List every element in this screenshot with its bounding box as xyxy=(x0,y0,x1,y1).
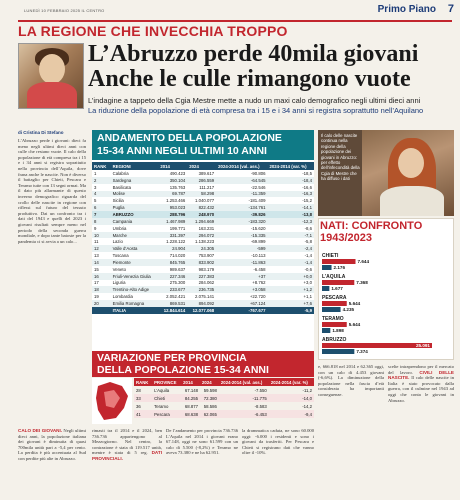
table-header-cell: 2024-2014 (var. %) xyxy=(269,378,314,386)
table-cell: -18,4 xyxy=(268,177,314,184)
table-cell: 227.346 xyxy=(158,273,187,280)
body-text: scelte intraprendono per il mercato del lavoro. xyxy=(388,364,454,375)
table-row xyxy=(92,300,314,307)
table-cell: 1.040.077 xyxy=(195,198,215,204)
table-row xyxy=(92,266,314,273)
table-row xyxy=(92,177,314,184)
dateline: LUNEDÌ 10 FEBBRAIO 2025 IL CENTRO xyxy=(24,8,105,13)
table2-title xyxy=(92,351,314,377)
table-cell: 163.231 xyxy=(198,225,215,231)
body-text: Il calo delle nascite in Italia è stato provocato dalla guerra, con il culmine nel 1943 ad oggi che conta le giovani in Abruzzo. xyxy=(388,375,454,403)
table-cell: 1.253.466 xyxy=(166,198,186,204)
kicker-text: LA REGIONE CHE INVECCHIA TROPPO xyxy=(18,23,288,39)
table-cell: ABRUZZO xyxy=(111,211,159,218)
table-cell: -15.620 xyxy=(250,225,266,231)
deck xyxy=(88,96,454,116)
table-cell: 833.902 xyxy=(187,259,216,266)
table-cell: Sicilia xyxy=(112,198,124,204)
table-cell: Basilicata xyxy=(112,184,131,190)
table-cell: 2.052.421 xyxy=(166,294,186,300)
table-cell: -16,6 xyxy=(302,184,312,190)
table-header-cell: PROVINCE xyxy=(152,378,181,386)
table-cell: -10.113 xyxy=(251,253,266,259)
table-cell: Pescara xyxy=(152,410,181,418)
table-cell: -64.545 xyxy=(216,177,267,184)
bar-1943 xyxy=(322,301,347,306)
table-cell: Friuli-Venezia Giulia xyxy=(111,273,159,280)
category-label: CHIETI xyxy=(322,253,339,259)
table-cell: 62.065 xyxy=(200,410,219,418)
table-cell: 199.771 xyxy=(169,225,186,231)
table-cell: -7.550 xyxy=(254,387,267,393)
byline: di Cristina Di Stefano xyxy=(18,130,64,135)
table2-title-line-1: VARIAZIONE PER PROVINCIA xyxy=(97,352,247,364)
table-row xyxy=(92,307,314,314)
table-cell: -14,0 xyxy=(269,394,314,402)
bar-1943 xyxy=(322,259,356,264)
body-column-b3: la drammatica caduta, ne sono 60.000 oggi: -6.000 i residenti e sono i giovani da trasferiti. Per Pescara e Chieti si registrano dati che vanno oltre il -10%. xyxy=(242,428,314,456)
table-cell: -15,2 xyxy=(302,198,312,204)
table-cell: -11.863 xyxy=(216,259,267,266)
table-row xyxy=(134,410,314,418)
table-cell: -14,1 xyxy=(268,204,314,211)
bar-2023 xyxy=(322,265,332,270)
table-cell: Calabria xyxy=(112,170,129,176)
data-label: 25.091 xyxy=(415,343,430,348)
body-text: Negli ultimi dieci anni, la popolazione italiana dei giovani è diminuita di quasi 700mila unità pari a -5,4 per cento. La perdita è più accentuata al Sud con perdite più alte in Abruzzo. xyxy=(18,428,86,461)
portrait-photo xyxy=(318,130,454,216)
data-label: 5.644 xyxy=(348,322,361,327)
table-cell: -11.359 xyxy=(216,191,267,198)
table-header-cell: 2024-2014 (val. ass.) xyxy=(216,162,267,170)
table-cell: -90.806 xyxy=(250,170,266,176)
table-cell: 1 xyxy=(94,170,97,176)
table-cell: 983.179 xyxy=(198,266,215,272)
table-cell: 135.763 xyxy=(169,184,186,190)
data-label: 7.374 xyxy=(356,349,368,354)
table-cell: -5,8 xyxy=(304,239,312,245)
headline-line-2: Anche le culle rimangono vuote xyxy=(88,66,411,92)
table-cell: ITALIA xyxy=(111,307,159,314)
table-cell: 7 xyxy=(92,211,111,218)
table-cell: 111.217 xyxy=(199,184,215,190)
table-cell: -183.320 xyxy=(216,218,267,225)
table-cell: -767.677 xyxy=(216,307,267,314)
table-cell: Puglia xyxy=(111,204,159,211)
body-column-left-2 xyxy=(18,428,86,492)
table-cell: -1,4 xyxy=(268,259,314,266)
table-cell: 284.062 xyxy=(198,280,215,286)
table-row xyxy=(92,259,314,266)
table-cell: 294.072 xyxy=(187,232,216,239)
headline xyxy=(88,42,454,92)
table-cell: 331.397 xyxy=(158,232,187,239)
table-cell: 275.300 xyxy=(169,280,186,286)
table-cell: 59.598 xyxy=(203,387,217,393)
table-cell: 36 xyxy=(136,403,141,409)
category-label: L’AQUILA xyxy=(322,274,346,280)
table-cell: -8,6 xyxy=(304,225,312,231)
table-header-cell: 2014 xyxy=(158,162,187,170)
table-cell: -181.409 xyxy=(248,198,266,204)
table-row xyxy=(134,394,314,402)
table-cell: Piemonte xyxy=(111,259,159,266)
table-cell: 845.765 xyxy=(158,259,187,266)
table-header-cell: 2024-2014 (val. ass.) xyxy=(219,378,269,386)
table-cell: Veneto xyxy=(112,266,126,272)
births-bar-chart xyxy=(318,246,454,358)
table-cell: -39.826 xyxy=(216,211,267,218)
bar-1943 xyxy=(322,280,354,285)
table-cell: +3.058 xyxy=(216,286,267,293)
category-label: TERAMO xyxy=(322,316,344,322)
body-column-left: L’Abruzzo perde i giovani: dieci fa meno negli ultimi dieci anni con culle che restano vuote. Il calo della popolazione di età compresa tra i 15 e i 34 anni si registra soprattutto nella provincia dell’Aquila, dove frana anche le nascite. Non è diverso il battaglio per Chieti, Pescara e Teramo tutte con 13 segni ormai. Ma il dato più allarmante di questo inverno demografico riguarda del crollo delle nascite in regione con riflessi sul futuro del tessuto produttivo. Dai un confronto tra i dati del 1943 e quelli del 2023 i giovani risultati sempre meno nel periodo della seconda guerra mondiale, e dopo tante batoste per la pandemia ci si avvia a un calo... xyxy=(18,138,86,244)
table-row xyxy=(92,273,314,280)
table-cell: -22.546 xyxy=(250,184,266,190)
table-cell: 84.255 xyxy=(181,394,200,402)
table-regions xyxy=(92,162,314,314)
table-header-cell: 2014 xyxy=(181,378,200,386)
page-header xyxy=(14,4,454,18)
table-cell: 13 xyxy=(94,253,99,259)
table-cell: 490.423 xyxy=(169,170,186,176)
table-cell: 9 xyxy=(94,225,97,231)
table-cell: -1,4 xyxy=(304,253,312,259)
table-cell: -11.775 xyxy=(219,394,269,402)
table-cell: 288.796 xyxy=(158,211,187,218)
table-row xyxy=(92,170,314,177)
section-label: Primo Piano xyxy=(377,4,436,15)
table-cell: 2 xyxy=(92,177,111,184)
table-cell: 19 xyxy=(94,294,99,300)
table2-title-line-2: DELLA POPOLAZIONE 15-34 ANNI xyxy=(97,364,269,376)
table-cell: 248.970 xyxy=(187,211,216,218)
table-cell: +37 xyxy=(216,273,267,280)
table-cell: -12,3 xyxy=(268,218,314,225)
kicker-bar xyxy=(18,20,452,39)
table-cell: 12.077.068 xyxy=(187,307,216,314)
table-cell: 2.075.141 xyxy=(195,294,215,300)
table-row xyxy=(92,293,314,300)
table-cell: 68.638 xyxy=(181,410,200,418)
headline-line-1: L’Abruzzo perde 40mila giovani xyxy=(88,41,419,67)
body-column-r1: e, 666.818 nel 2014 e 62.365 oggi, con un calo di 4.453 giovani (-6,6%). La diminuzione della popolazione nella fascia d’età considerata ha importanti conseguenze. xyxy=(318,364,384,397)
headline-photo xyxy=(18,43,84,109)
table-row xyxy=(134,402,314,410)
table-header-cell: 2024 xyxy=(187,162,216,170)
table-cell: 822.432 xyxy=(187,204,216,211)
table-cell: 236.735 xyxy=(187,286,216,293)
table-row xyxy=(92,232,314,239)
bar-1943 xyxy=(322,322,347,327)
table-cell: +22.720 xyxy=(249,294,266,300)
bar-2023 xyxy=(322,328,330,333)
table-cell: +8.762 xyxy=(252,280,266,286)
table-cell: +3,0 xyxy=(303,280,312,286)
table-cell: Lazio xyxy=(112,239,123,245)
table-cell: 16 xyxy=(92,273,111,280)
table1-title xyxy=(92,130,314,160)
table-cell: 3 xyxy=(94,184,97,190)
table-cell: -2,4 xyxy=(268,245,314,252)
bar-2023 xyxy=(322,349,354,354)
table-cell: L’Aquila xyxy=(154,387,170,393)
table-cell: 28 xyxy=(136,387,141,393)
table-cell: 24.904 xyxy=(158,245,187,252)
abruzzo-map-icon xyxy=(92,378,132,424)
table-cell: Liguria xyxy=(112,280,126,286)
table-header-cell: 2024 xyxy=(200,378,219,386)
data-label: 2.176 xyxy=(333,265,346,270)
table-cell: 227.383 xyxy=(187,273,216,280)
table-cell: -7,1 xyxy=(268,232,314,239)
table-cell: -5,9 xyxy=(268,307,314,314)
table-cell: 58.586 xyxy=(203,403,217,409)
table-cell: -14,2 xyxy=(302,403,312,409)
table-cell: Molise xyxy=(111,191,159,198)
table-header-cell: RANK xyxy=(134,378,152,386)
table-cell: 4 xyxy=(92,191,111,198)
table-cell: 20 xyxy=(92,300,111,307)
table-cell: Campania xyxy=(111,218,159,225)
table-row xyxy=(92,184,314,191)
table-cell xyxy=(92,307,111,314)
table-cell: 72.380 xyxy=(200,394,219,402)
table-cell: 14 xyxy=(92,259,111,266)
table-cell: +7,6 xyxy=(268,300,314,307)
table-row xyxy=(92,225,314,232)
table-cell: 350.104 xyxy=(158,177,187,184)
table-cell: 1.467.989 xyxy=(158,218,187,225)
table-cell: -15.335 xyxy=(216,232,267,239)
table-cell: 10 xyxy=(92,232,111,239)
table-cell: Sardegna xyxy=(111,177,159,184)
body-column-b1 xyxy=(92,428,162,494)
table-cell: -599 xyxy=(216,245,267,252)
table-header-cell: RANK xyxy=(92,162,111,170)
table-row xyxy=(92,245,314,252)
table-cell: Lombardia xyxy=(112,294,133,300)
table-cell: Chieti xyxy=(152,394,181,402)
table-cell: 33 xyxy=(134,394,152,402)
table-cell: 753.907 xyxy=(198,253,215,259)
table-cell: -11,2 xyxy=(302,387,312,393)
subhead: CALO DEI GIOVANI. xyxy=(18,428,63,433)
table-row xyxy=(92,238,314,245)
table-row xyxy=(92,280,314,287)
table-cell: -9,4 xyxy=(269,410,314,418)
table-cell: 5 xyxy=(94,198,97,204)
table-row xyxy=(92,211,314,218)
table-cell: 8 xyxy=(92,218,111,225)
deck-line-1: L’indagine a tappeto della Cgia Mestre mette a nudo un maxi calo demografico negli ultimi dieci anni xyxy=(88,96,421,105)
table-cell: 6 xyxy=(92,204,111,211)
table-cell: -6.458 xyxy=(253,266,266,272)
table-cell: Marche xyxy=(111,232,159,239)
table-cell: 286.559 xyxy=(187,177,216,184)
table-cell: 11 xyxy=(94,239,99,245)
data-label: 1.677 xyxy=(331,286,343,291)
table-cell: +67.124 xyxy=(216,300,267,307)
photo-caption: Il calo delle nascite continua nella regione della popolazione dei giovani in Abruzzo: per effetto dell’infecondità della Cgia di Mestre che ha diffuso i dati xyxy=(321,133,360,182)
table-header-cell: REGIONI xyxy=(111,162,159,170)
table-cell: 894.092 xyxy=(187,300,216,307)
table-cell: -13,8 xyxy=(268,211,314,218)
table-cell: 67.148 xyxy=(184,387,199,393)
table-cell: 41 xyxy=(134,410,152,418)
table-cell: 989.637 xyxy=(169,266,186,272)
table1-title-line-2: 15-34 ANNI NEGLI ULTIMI 10 ANNI xyxy=(97,145,267,157)
table-cell: 953.023 xyxy=(158,204,187,211)
table-provinces xyxy=(134,378,314,418)
deck-line-2: La riduzione della popolazione di età compresa tra i 15 e i 34 anni si registra soprattutto nell’Aquilano xyxy=(88,106,424,115)
subhead: CIVILI DELLE NASCITE. xyxy=(388,369,454,381)
data-label: 1.898 xyxy=(332,328,344,333)
table-cell: Trentino-Alto Adige xyxy=(111,286,159,293)
table-cell: 1.138.223 xyxy=(195,239,215,245)
table-cell: Toscana xyxy=(112,253,129,259)
subhead: DATI PROVINCIALI. xyxy=(92,450,162,461)
table-cell: 1.294.669 xyxy=(187,218,216,225)
table1-title-line-1: ANDAMENTO DELLA POPOLAZIONE xyxy=(97,132,282,144)
table-cell: 58.298 xyxy=(187,191,216,198)
body-column-r2 xyxy=(388,364,454,494)
bar-2023 xyxy=(322,307,341,312)
table-cell: -18,5 xyxy=(302,170,312,176)
table-cell: +0,0 xyxy=(268,273,314,280)
table-cell: 18 xyxy=(92,286,111,293)
table-cell: 12.844.614 xyxy=(158,307,187,314)
data-label: 7.368 xyxy=(356,280,368,285)
bar-2023 xyxy=(322,286,329,291)
table-row xyxy=(92,252,314,259)
table-cell: 17 xyxy=(94,280,99,286)
data-label: 4.235 xyxy=(342,307,355,312)
table-row xyxy=(92,218,314,225)
category-label: ABRUZZO xyxy=(322,337,347,343)
table-row xyxy=(92,197,314,204)
table-cell: 15 xyxy=(94,266,99,272)
table-row xyxy=(92,286,314,293)
table-cell: Emilia Romagna xyxy=(111,300,159,307)
table-cell: Umbria xyxy=(112,225,127,231)
data-label: 7.644 xyxy=(357,259,370,264)
table-cell: 233.677 xyxy=(158,286,187,293)
table-cell: Valle d’Aosta xyxy=(111,245,159,252)
table-cell: -16,3 xyxy=(268,191,314,198)
table-cell: 389.617 xyxy=(198,170,215,176)
body-text: rimasti tra il 2014 e il 2024, ben 736.736 appartengono al Mezzogiorno. Nel centro, la contrazione è stata di 119.517 unità, mentre è stata di 5 reg. xyxy=(92,428,162,456)
table-cell: +1,1 xyxy=(303,294,312,300)
table-cell: 12 xyxy=(92,245,111,252)
table-cell: 1.228.122 xyxy=(166,239,186,245)
table-cell: -134.761 xyxy=(216,204,267,211)
table-cell: -8.583 xyxy=(254,403,267,409)
page-number: 7 xyxy=(447,3,454,15)
table-cell: 714.020 xyxy=(169,253,186,259)
table-cell: 69.787 xyxy=(158,191,187,198)
table-header-cell: 2024-2014 (var. %) xyxy=(268,162,314,170)
category-label: PESCARA xyxy=(322,295,347,301)
table-cell: 68.877 xyxy=(184,403,199,409)
table-row xyxy=(92,204,314,211)
table-row xyxy=(134,386,314,394)
table-cell: -6.453 xyxy=(219,410,269,418)
table-row xyxy=(92,191,314,198)
table-cell: -69.899 xyxy=(250,239,266,245)
chart-title: NATI: CONFRONTO 1943/2023 xyxy=(320,220,423,244)
table-cell: 24.305 xyxy=(187,245,216,252)
body-column-b2: De l’andamento per provincia 736.736 L’Aquila nel 2014 i giovani erano 67.148, oggi ne sono 61.599 con un calo di 5.500 (-8,2%) e Teramo ne aveva 73.380 e ne ha 62.951. xyxy=(166,428,238,456)
table-cell: +1,2 xyxy=(268,286,314,293)
table-cell: -0,6 xyxy=(304,266,312,272)
data-label: 5.644 xyxy=(348,301,361,306)
table-cell: Teramo xyxy=(154,403,169,409)
table-cell: 869.531 xyxy=(158,300,187,307)
